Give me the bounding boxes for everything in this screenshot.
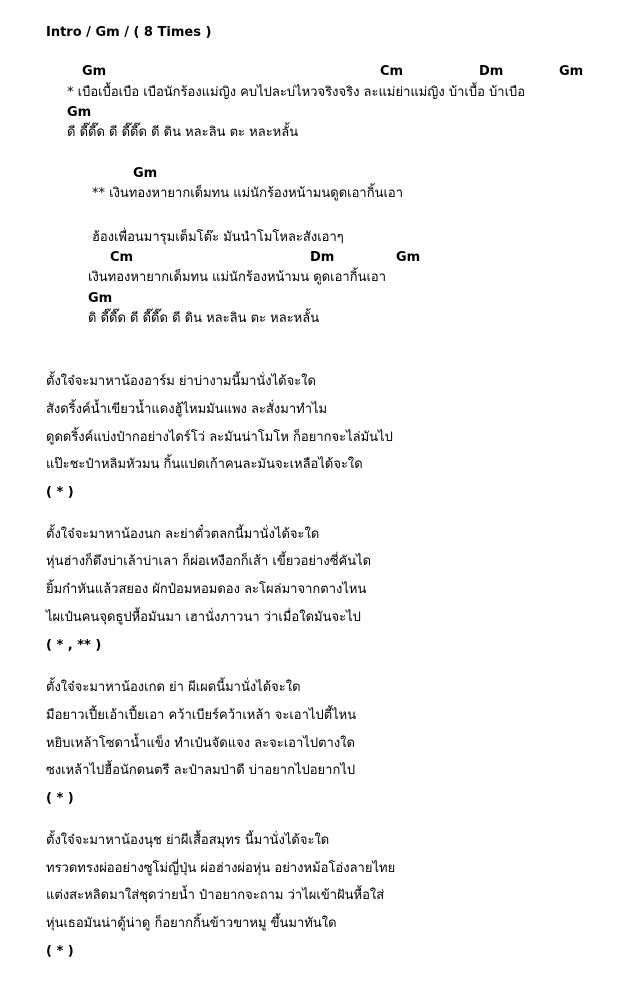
verse-line: ไผเป๋นคนจุดธูปหื้อมันมา เฮานั่งภาวนา ว่าเมื่อใดมันจะไป [46,610,361,625]
chorus-lyric: ** เงินทองหายากเด็มทน แม่นักร้องหน้ามนดูดเอากิ้นเอา [92,186,404,201]
chord: Dm [310,250,335,265]
chord: Cm [110,250,134,265]
verse-line: สังดริ้งค์น้ำเขียวน้ำแดงฮู้ไหมมันแพง ละสั่งมาทำไม [46,402,328,417]
chord: Dm [479,64,504,79]
chorus-reference: ( * ) [46,485,74,500]
verse-line: แป๊ะชะป๋าหลิมหัวมน กิ้นแปดเก้าคนละมันจะเหลือได้จะใด [46,457,363,472]
verse-line: ทรวดทรงผ่ออย่างซูโม่ญี่ปุ่น ผ่อฮ่างผ่อหุ่น อย่างหม้อโอ่งลายไทย [46,861,396,876]
verse-line: ตั้งใจ๋จะมาหาน้องนุช ย่าผีเสื้อสมุทร นี้มานั่งได้จะใด [46,833,330,848]
chorus-lyric: ดี ดี๊ดี๊ด ดี ดี๊ดี๊ด ดี ดิน หละลิน ตะ หละหลั้น [67,125,299,140]
chorus-reference: ( * , ** ) [46,638,102,653]
chord: Gm [559,64,584,79]
chorus-lyric: เงินทองหายากเด็มทน แม่นักร้องหน้ามน ดูดเอากิ้นเอา [88,270,387,285]
chord: Cm [380,64,404,79]
chord: Gm [88,291,113,306]
verse-line: ดูดดริ้งค์แบ่งป๋ากอย่างไดร์โว่ ละมันน่าโมโห ก็อยากจะไล่มันไป [46,430,393,445]
intro-line: Intro / Gm / ( 8 Times ) [46,25,212,40]
chord: Gm [67,105,92,120]
chord: Gm [396,250,421,265]
verse-line: หุ่นเธอมันน่าดู้น่าดู ก็อยากกิ้นข้าวขาหมู ขึ้นมาทันใด [46,916,337,931]
chorus-reference: ( * ) [46,791,74,806]
chord: Gm [133,166,158,181]
verse-line: หยิบเหล้าโซดาน้ำแข็ง ทำเป๋นจัดแจง ละจะเอาไปตางใด [46,736,355,751]
chorus-lyric: ดิ ดี๊ดี๊ด ดี ดี๊ดี๊ด ดี ดิน หละลิน ตะ หละหลั้น [88,311,320,326]
chorus-reference: ( * ) [46,944,74,959]
verse-line: ตั้งใจ๋จะมาหาน้องเกด ย่า ผีเผดนี้มานั่งได้จะใด [46,680,301,695]
verse-line: ยิ้มก๋าหันแล้วสยอง ผักป๋อมหอมดอง ละโผล่มาจากตางไหน [46,582,367,597]
verse-line: แต่งสะหลิดมาใส่ชุดว่ายน้ำ ป๋าอยากจะถาม ว่าไผเข้าฝันหื้อใส่ [46,888,385,903]
verse-line: ตั้งใจ๋จะมาหาน้องนก ละย่าตั๋วตลกนี้มานั่งได้จะใด [46,527,320,542]
chorus-lyric: * เบือเบื้อเบือ เบือนักร้องแม่ญิง คบไปละบ่ไหวจริงจริง ละแม่ย่าแม่ญิง บ้าเบื้อ บ้าเบือ [67,85,526,100]
verse-line: ซงเหล้าไปฮื้อนักดนตรี ละป๋าลมป่าดี บ่าอยากไปอยากไป [46,763,356,778]
verse-line: ตั้งใจ๋จะมาหาน้องอาร์ม ย่าบ่างามนี้มานั่งได้จะใด [46,374,316,389]
chord: Gm [82,64,107,79]
verse-line: หุ่นฮ่างก็ดึงบ่าเล้าบ่าเลา ก็ผ่อเหงือกก็เส้า เขี้ยวอย่างซี่คันได [46,554,372,569]
verse-line: มือยาวเปี้ยเอ้าเปี้ยเอา คว้าเบียร์คว้าเหล้า จะเอาไปตี้ไหน [46,708,357,723]
chorus-lyric: ฮ้องเพื่อนมารุมเต็มโต๊ะ มันนำโมโหละสังเอาๆ [92,230,344,245]
